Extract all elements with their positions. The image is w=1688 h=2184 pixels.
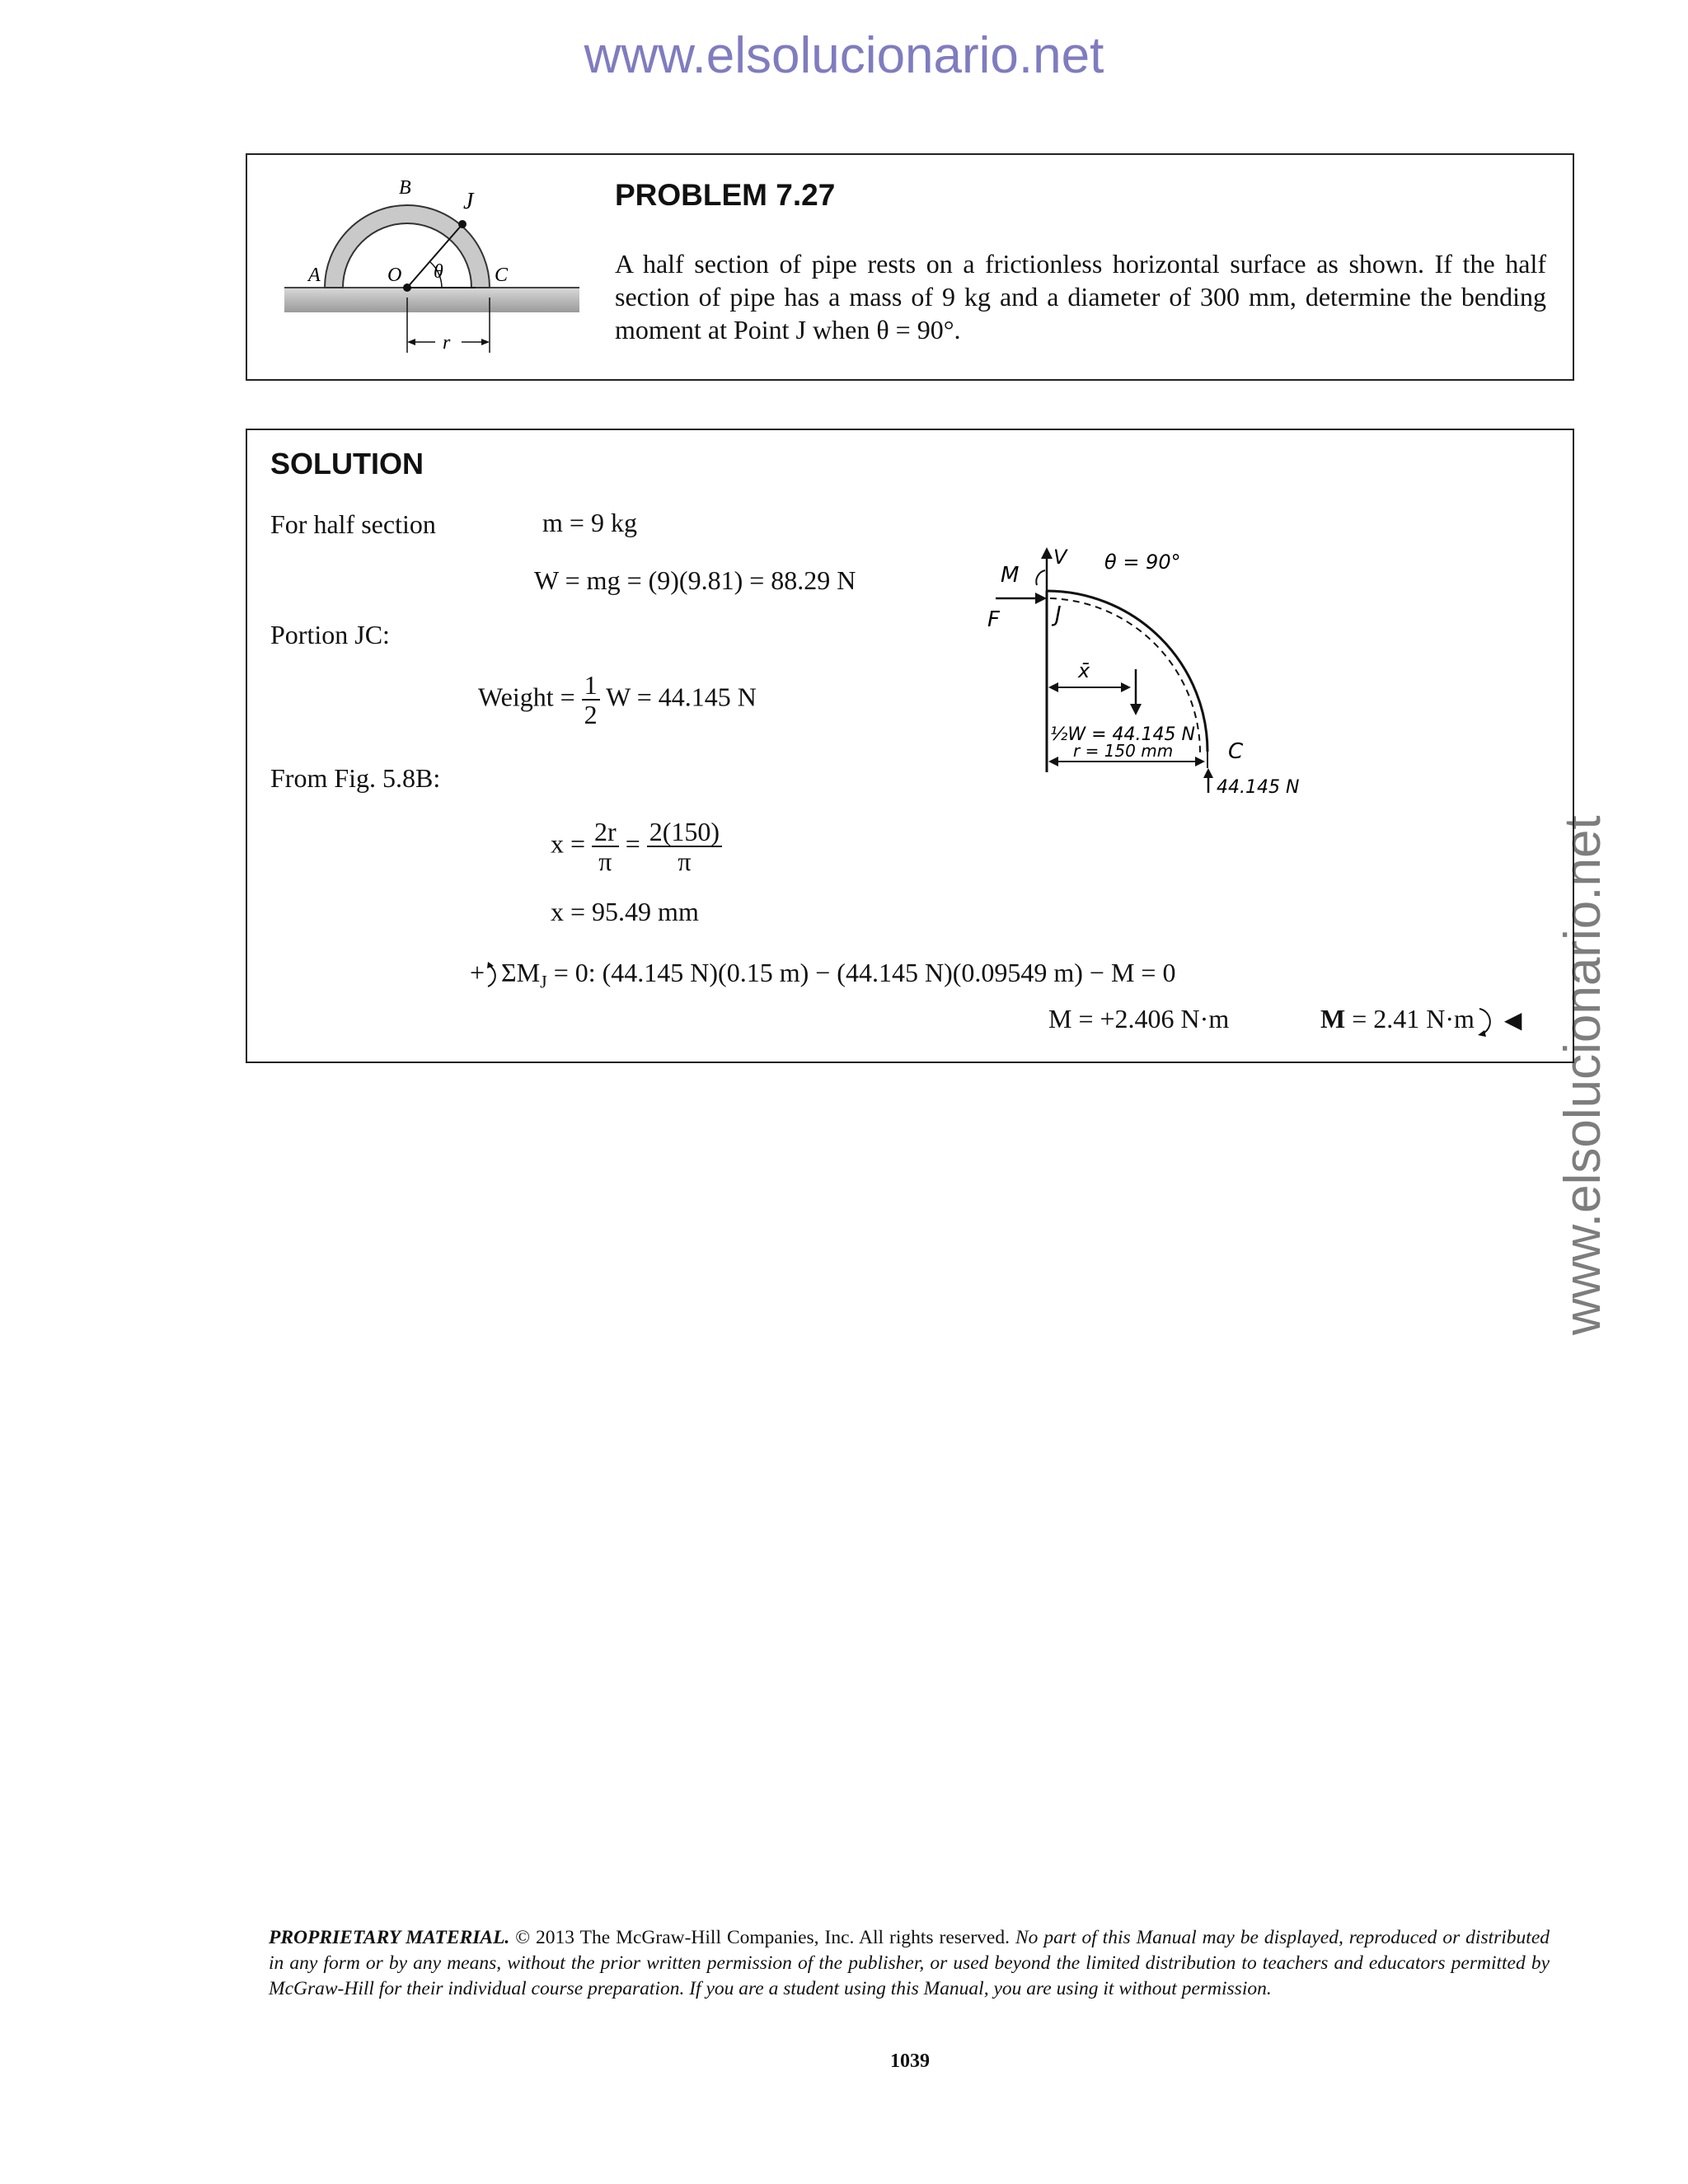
weight-numerator: 1: [582, 671, 600, 701]
fbd-c-label: C: [1228, 739, 1244, 764]
x-equals: =: [625, 828, 640, 859]
centroid-equation: [551, 818, 722, 875]
watermark-top: www.elsolucionario.net: [584, 27, 1104, 84]
mass-equation: m = 9 kg: [542, 508, 637, 537]
fbd-j-label: J: [1055, 602, 1062, 627]
moment-sum: ΣM: [501, 958, 541, 987]
fraction-2r-pi: [592, 818, 619, 875]
x-denominator-2: π: [678, 846, 692, 876]
moment-sign: +: [470, 958, 485, 987]
weight-label: Weight =: [478, 682, 575, 712]
x-numerator-2: 2(150): [647, 818, 722, 847]
x-denominator-1: π: [598, 846, 612, 876]
label-theta: θ: [434, 261, 443, 283]
fbd-theta-label: θ = 90°: [1104, 551, 1181, 574]
pipe-half-section: [325, 205, 490, 288]
weight-result: W = 44.145 N: [606, 682, 757, 712]
label-o: O: [387, 265, 402, 286]
label-b: B: [399, 177, 411, 199]
solution-box: [246, 429, 1574, 1063]
ccw-moment-icon: [485, 960, 501, 991]
answer-bold-symbol: M: [1320, 1004, 1346, 1033]
m-value: M = +2.406 N·m: [1048, 1004, 1230, 1033]
solution-title: SOLUTION: [270, 447, 424, 480]
x-lhs: x =: [551, 828, 586, 859]
moment-rest: = 0: (44.145 N)(0.15 m) − (44.145 N)(0.09549 m) − M = 0: [553, 958, 1176, 987]
fbd-weight-label: ½W = 44.145 N: [1050, 724, 1195, 745]
label-j: J: [463, 189, 474, 214]
fbd-c-force-label: 44.145 N: [1217, 777, 1300, 798]
answer-marker: ◀: [1503, 1006, 1522, 1033]
free-body-diagram: [981, 546, 1327, 826]
page-number: 1039: [890, 2050, 930, 2072]
fbd-r-label: r = 150 mm: [1073, 741, 1174, 761]
x-result: x = 95.49 mm: [551, 897, 699, 926]
problem-box: [246, 153, 1574, 381]
moment-subscript: J: [540, 971, 547, 992]
label-a: A: [308, 265, 321, 286]
fraction-2x150-pi: [647, 818, 722, 875]
copyright-footer: [269, 1925, 1550, 2002]
x-numerator-1: 2r: [592, 818, 619, 847]
portion-weight-equation: [478, 671, 757, 729]
fbd-v-label: V: [1053, 546, 1067, 569]
answer-value: = 2.41 N·m: [1352, 1004, 1475, 1033]
pipe-figure: [282, 176, 595, 365]
footer-bold-lead: PROPRIETARY MATERIAL.: [269, 1927, 510, 1948]
footer-copyright: © 2013 The McGraw-Hill Companies, Inc. All rights reserved.: [509, 1927, 1015, 1948]
footer-italic-text: No part of this Manual may be displayed, reproduced or distributed in any form or by any means, without the prior written permission of the publisher, or used beyond the limited distribution to teachers and educators permitted by McGraw-Hill for their individual course preparation. If you are a student using this Manual, you are using it without permission.: [269, 1927, 1550, 1999]
ground-surface: [284, 288, 579, 312]
from-fig-label: From Fig. 5.8B:: [270, 763, 441, 793]
fbd-m-label: M: [1001, 563, 1020, 588]
weight-equation: W = mg = (9)(9.81) = 88.29 N: [534, 565, 856, 595]
watermark-side: www.elsolucionario.net: [1554, 815, 1611, 1335]
portion-label: Portion JC:: [270, 620, 390, 649]
for-half-section-label: For half section: [270, 509, 436, 539]
cw-moment-icon: [1475, 1005, 1498, 1038]
label-c: C: [495, 265, 509, 286]
moment-equation: [470, 958, 1175, 992]
problem-title: PROBLEM 7.27: [615, 178, 836, 212]
fbd-xbar-label: x̄: [1078, 659, 1090, 682]
fraction-one-half: [582, 671, 600, 729]
problem-statement: A half section of pipe rests on a frictionless horizontal surface as shown. If the half section of pipe has a mass of 9 kg and a diameter of 300 mm, determine the bending moment at Point J when θ = 90°.: [615, 249, 1546, 344]
final-answer: [1320, 1004, 1522, 1038]
label-r: r: [443, 332, 451, 354]
fbd-f-label: F: [987, 607, 1000, 632]
weight-denominator: 2: [584, 700, 598, 729]
